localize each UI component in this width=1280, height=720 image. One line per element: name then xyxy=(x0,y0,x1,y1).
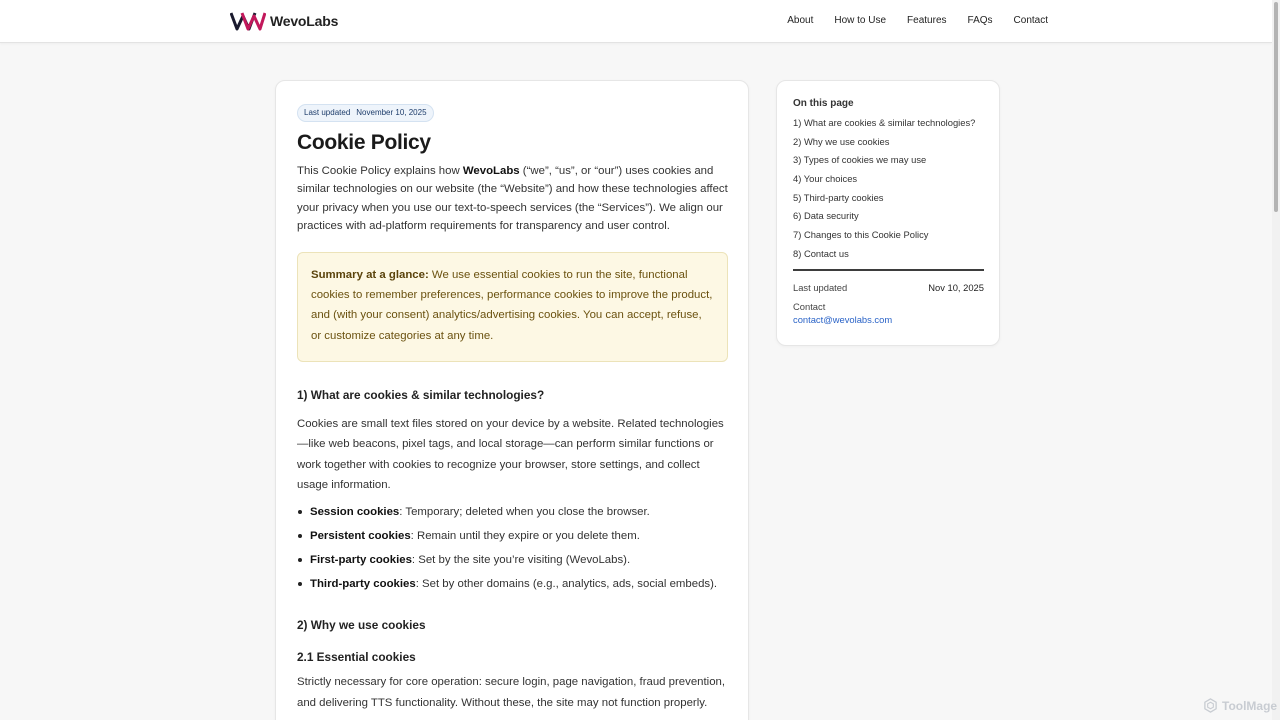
brand-link[interactable] xyxy=(230,10,338,32)
toc-link-choices[interactable]: 4) Your choices xyxy=(793,173,858,185)
list-item xyxy=(310,505,729,529)
policy-content xyxy=(297,102,729,713)
scrollbar-thumb[interactable] xyxy=(1274,2,1278,212)
toc-card xyxy=(776,80,1000,346)
summary-label: Summary at a glance: xyxy=(311,268,429,281)
list-item-term: Session cookies xyxy=(310,506,400,519)
intro-text-start: This Cookie Policy explains how xyxy=(297,164,463,177)
section-2-heading: 2) Why we use cookies xyxy=(297,618,426,633)
watermark xyxy=(1203,698,1277,713)
intro-brand: WevoLabs xyxy=(462,164,520,177)
last-updated-label: Last updated xyxy=(793,281,848,293)
brand-name: WevoLabs xyxy=(270,13,339,29)
site-header xyxy=(0,0,1272,43)
policy-card xyxy=(275,80,749,720)
watermark-text: ToolMage xyxy=(1222,698,1278,713)
contact-label: Contact xyxy=(793,300,826,312)
toc-link-types[interactable]: 3) Types of cookies we may use xyxy=(793,154,927,166)
page-title: Cookie Policy xyxy=(297,130,431,154)
intro-paragraph xyxy=(297,162,729,236)
list-item-desc: : Set by other domains (e.g., analytics, ads, social embeds). xyxy=(415,578,718,591)
cookie-types-list xyxy=(297,505,729,601)
last-updated-row xyxy=(793,282,984,293)
section-1-paragraph: Cookies are small text files stored on your device by a website. Related technologies—like web beacons, pixel tags, and local storage—can perform similar functions or work together with cookies to recognize your browser, store settings, and collect usage information. xyxy=(297,417,724,491)
summary-text: We use essential cookies to run the site, functional cookies to remember preferences, performance cookies to improve the product, and (with your consent) analytics/advertising cookies. You can accept, refuse, or customize categories at any time. xyxy=(311,268,713,342)
last-updated-value: Nov 10, 2025 xyxy=(928,281,984,293)
intro-text-end: (“we”, “us”, or “our”) uses cookies and similar technologies on our website (the “Website”) and how these technologies affect your privacy when you use our text-to-speech services (the “Services”). We align our practices with ad-platform requirements for transparency and user control. xyxy=(297,164,728,233)
toc-list xyxy=(793,116,984,266)
list-item-desc: : Set by the site you’re visiting (WevoLabs). xyxy=(411,554,631,567)
toc-link-contact[interactable]: 8) Contact us xyxy=(793,247,849,259)
nav-faqs[interactable]: FAQs xyxy=(967,15,993,26)
badge-label: Last updated xyxy=(304,108,351,117)
nav-features[interactable]: Features xyxy=(907,15,947,26)
toolmage-logo-icon xyxy=(1203,698,1218,713)
contact-email-link[interactable]: contact@wevolabs.com xyxy=(793,313,893,325)
list-item-term: Persistent cookies xyxy=(310,530,411,543)
toc-link-security[interactable]: 6) Data security xyxy=(793,210,859,222)
wevolabs-logo-icon xyxy=(230,10,266,32)
toc-link-why-use[interactable]: 2) Why we use cookies xyxy=(793,135,890,147)
toc-link-changes[interactable]: 7) Changes to this Cookie Policy xyxy=(793,229,929,241)
section-1-heading: 1) What are cookies & similar technologies? xyxy=(297,387,545,402)
nav-how-to-use[interactable]: How to Use xyxy=(834,15,887,26)
list-item-desc: : Remain until they expire or you delete them. xyxy=(410,530,640,543)
section-2-1-paragraph: Strictly necessary for core operation: secure login, page navigation, fraud prevention, and delivering TTS functionality. Without these, the site may not function properly. xyxy=(297,676,726,709)
page-scrollbar[interactable] xyxy=(1272,0,1280,720)
list-item-term: First-party cookies xyxy=(310,554,412,567)
main-nav xyxy=(787,15,1048,26)
section-2-1-heading: 2.1 Essential cookies xyxy=(297,650,416,665)
last-updated-badge xyxy=(297,104,434,122)
badge-date: November 10, 2025 xyxy=(356,108,427,117)
toc-link-third-party[interactable]: 5) Third-party cookies xyxy=(793,191,884,203)
list-item xyxy=(310,553,729,577)
toc-divider xyxy=(793,269,984,271)
list-item-desc: : Temporary; deleted when you close the browser. xyxy=(399,506,650,519)
toc-link-cookies-definition[interactable]: 1) What are cookies & similar technologies? xyxy=(793,117,976,128)
toc-inner xyxy=(793,98,984,325)
toc-title: On this page xyxy=(793,98,854,109)
list-item-term: Third-party cookies xyxy=(310,578,416,591)
summary-callout xyxy=(297,252,728,362)
nav-about[interactable]: About xyxy=(787,15,814,26)
nav-contact[interactable]: Contact xyxy=(1013,15,1048,26)
list-item xyxy=(310,577,729,601)
list-item xyxy=(310,529,729,553)
